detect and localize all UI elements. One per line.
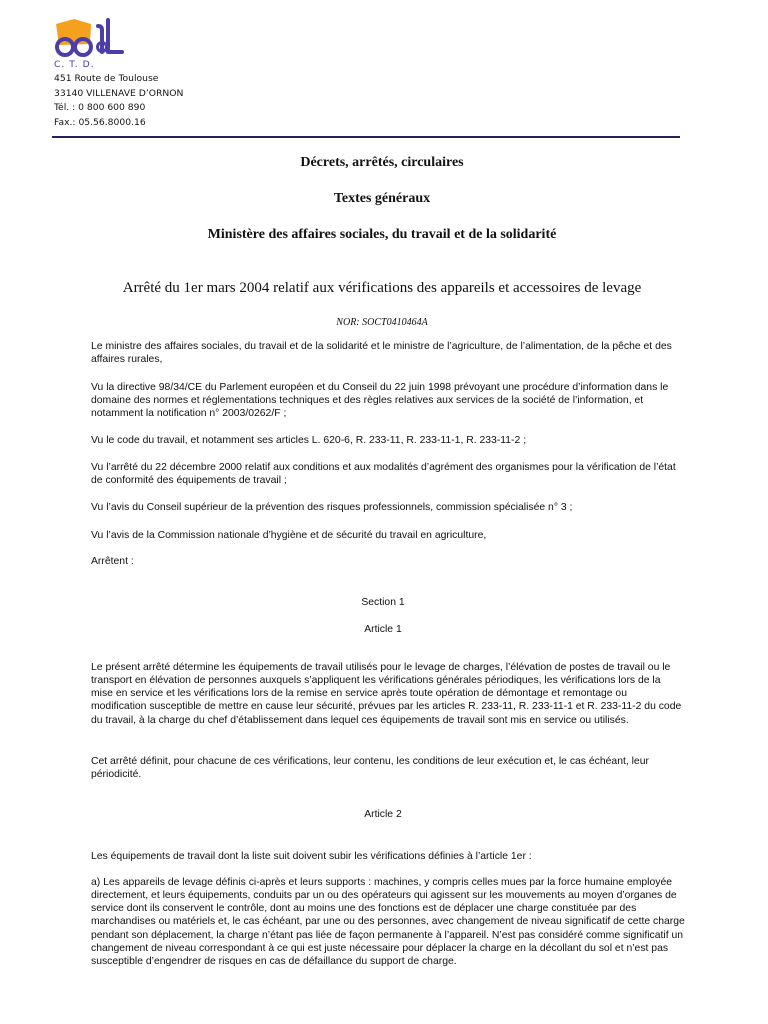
article-2-paragraph-1: Les équipements de travail dont la liste suit doivent subir les vérifications définies à l’article 1er : <box>91 851 532 862</box>
heading-decrets: Décrets, arrêtés, circulaires <box>300 155 464 170</box>
heading-textes-generaux: Textes généraux <box>333 191 431 206</box>
phone-number: Tél. : 0 800 600 890 <box>54 102 146 114</box>
article-2-paragraph-2: a) Les appareils de levage définis ci-après et leurs supports : machines, y compris celles mues par la force humaine employée directement, et leurs équipements, conduits par un ou des opérateurs qui agissent sur les mouvements au moyen d’organes de service dont ils conservent le contrôle, dont au moins une des fonctions est de déplacer une charge constituée par des marchandises ou matériels et, le cas échéant, par une ou des personnes, avec changement de niveau significatif de cette charge pendant son déplacement, la charge n’étant pas liée de façon permanente à l’appareil. N’est pas considéré comme significatif un changement de niveau correspondant à ce qui est juste nécessaire pour déplacer la charge en la décollant du sol et n’est pas susceptible d’engendrer de risques en cas de défaillance du support de charge. <box>91 877 685 967</box>
document-title: Arrêté du 1er mars 2004 relatif aux vérifications des appareils et accessoires de levage <box>122 280 642 296</box>
article-2-heading: Article 2 <box>364 809 402 820</box>
article-1-paragraph-2: Cet arrêté définit, pour chacune de ces vérifications, leur contenu, les conditions de leur exécution et, le cas échéant, leur périodicité. <box>91 756 649 781</box>
fax-number: Fax.: 05.56.8000.16 <box>54 116 146 128</box>
paragraph-arretent: Arrêtent : <box>91 556 134 567</box>
header-divider <box>52 136 680 138</box>
ctd-logo-icon <box>52 16 124 58</box>
paragraph-directive: Vu la directive 98/34/CE du Parlement européen et du Conseil du 22 juin 1998 prévoyant une procédure d’information dans le domaine des normes et réglementations techniques et des règles relatives aux services de la société de l’information, et notamment la notification n° 2003/0262/F ; <box>91 382 669 420</box>
article-1-paragraph-1: Le présent arrêté détermine les équipements de travail utilisés pour le levage de charges, l’élévation de postes de travail ou le transport en élévation de personnes auxquels s’appliquent les vérifications générales périodiques, les vérifications lors de la mise en service et les vérifications lors de la remise en service après toute opération de démontage et remontage ou modification susceptible de mettre en cause leur sécurité, prévues par les articles R. 233-11, R. 233-11-1 et R. 233-11-2 du code du travail, à la charge du chef d’établissement dans lequel ces équipements de travail sont mis en service ou utilisés. <box>91 662 682 726</box>
address-line-2: 33140 VILLENAVE D’ORNON <box>54 87 184 99</box>
company-address <box>54 58 183 130</box>
article-1-heading: Article 1 <box>364 624 402 635</box>
section-1-heading: Section 1 <box>361 597 405 608</box>
nor-reference: NOR: SOCT0410464A <box>336 317 428 328</box>
company-name: C. T. D. <box>54 59 95 70</box>
paragraph-avis-conseil: Vu l’avis du Conseil supérieur de la prévention des risques professionnels, commission spécialisée n° 3 ; <box>91 502 573 513</box>
paragraph-avis-commission: Vu l’avis de la Commission nationale d’hygiène et de sécurité du travail en agriculture, <box>91 530 487 541</box>
paragraph-arrete-2000: Vu l’arrêté du 22 décembre 2000 relatif aux conditions et aux modalités d’agrément des organismes pour la vérification de l’état de conformité des équipements de travail ; <box>91 462 676 487</box>
address-line-1: 451 Route de Toulouse <box>54 73 159 85</box>
paragraph-code-travail: Vu le code du travail, et notamment ses articles L. 620-6, R. 233-11, R. 233-11-1, R. 233-11-2 ; <box>91 435 527 446</box>
paragraph-preamble: Le ministre des affaires sociales, du travail et de la solidarité et le ministre de l’agriculture, de l’alimentation, de la pêche et des affaires rurales, <box>91 341 672 366</box>
heading-ministere: Ministère des affaires sociales, du travail et de la solidarité <box>207 227 557 242</box>
